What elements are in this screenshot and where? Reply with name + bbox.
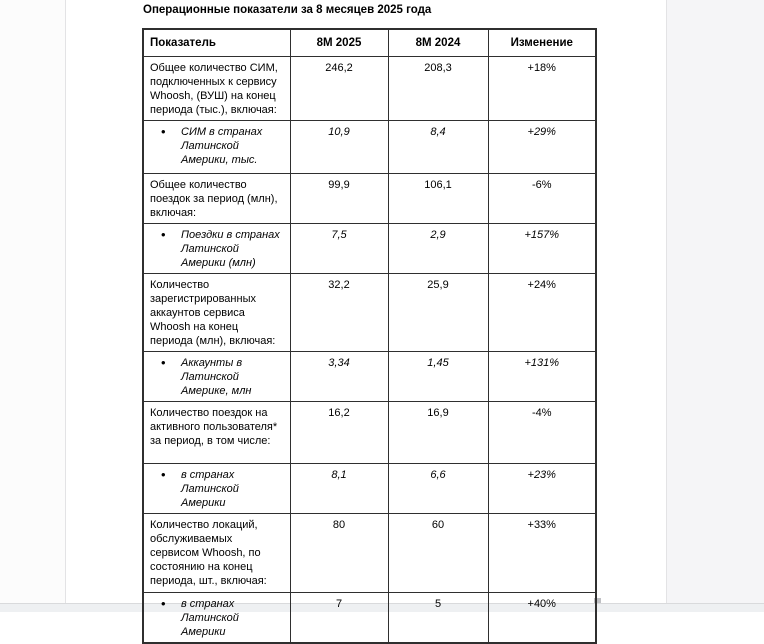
value-8m2024: 16,9 <box>388 401 488 463</box>
document-page <box>142 0 598 644</box>
indicator-label: Количество поездок на активного пользователя* за период, в том числе: <box>143 401 290 463</box>
value-8m2025: 10,9 <box>290 120 388 173</box>
indicator-label: Количество локаций, обслуживаемых сервисом Whoosh, по состоянию на конец периода, шт., включая: <box>143 513 290 592</box>
indicator-label: Аккаунты в Латинской Америке, млн <box>181 356 252 397</box>
col-header-8m2025: 8М 2025 <box>290 29 388 56</box>
col-header-8m2024: 8М 2024 <box>388 29 488 56</box>
indicators-table-body <box>143 56 596 643</box>
value-8m2025: 99,9 <box>290 173 388 223</box>
table-row <box>143 120 596 173</box>
value-8m2024: 60 <box>388 513 488 592</box>
value-change: +40% <box>488 592 596 643</box>
value-8m2024: 5 <box>388 592 488 643</box>
page-title: Операционные показатели за 8 месяцев 2025 года <box>143 4 432 16</box>
value-change: +29% <box>488 120 596 173</box>
bullet-icon: • <box>161 595 166 611</box>
indicator-label-cell <box>143 223 290 273</box>
indicator-label: Количество зарегистрированных аккаунтов сервиса Whoosh на конец периода (млн), включая: <box>143 273 290 351</box>
indicator-label: в странах Латинской Америки <box>181 468 239 509</box>
table-row <box>143 351 596 401</box>
indicator-label: Общее количество СИМ, подключенных к сервису Whoosh, (ВУШ) на конец периода (тыс.), включая: <box>143 56 290 120</box>
indicator-label-cell <box>143 120 290 173</box>
table-row <box>143 463 596 513</box>
table-row <box>143 223 596 273</box>
value-8m2024: 6,6 <box>388 463 488 513</box>
value-8m2024: 25,9 <box>388 273 488 351</box>
bullet-icon: • <box>161 123 166 139</box>
page-left-margin <box>0 0 66 603</box>
indicator-label: в странах Латинской Америки <box>181 597 239 638</box>
bullet-icon: • <box>161 466 166 482</box>
value-8m2025: 32,2 <box>290 273 388 351</box>
table-row <box>143 401 596 463</box>
bullet-icon: • <box>161 226 166 242</box>
value-change: +18% <box>488 56 596 120</box>
value-change: +157% <box>488 223 596 273</box>
value-8m2024: 106,1 <box>388 173 488 223</box>
value-change: -4% <box>488 401 596 463</box>
value-change: +24% <box>488 273 596 351</box>
value-8m2025: 3,34 <box>290 351 388 401</box>
value-change: +23% <box>488 463 596 513</box>
value-8m2024: 208,3 <box>388 56 488 120</box>
value-8m2025: 8,1 <box>290 463 388 513</box>
value-8m2025: 80 <box>290 513 388 592</box>
indicator-label: СИМ в странах Латинской Америки, тыс. <box>181 125 263 166</box>
value-8m2025: 7 <box>290 592 388 643</box>
page-right-margin <box>666 0 764 603</box>
value-8m2025: 7,5 <box>290 223 388 273</box>
table-row <box>143 513 596 592</box>
value-8m2024: 1,45 <box>388 351 488 401</box>
value-8m2024: 8,4 <box>388 120 488 173</box>
value-change: +131% <box>488 351 596 401</box>
indicator-label-cell <box>143 592 290 643</box>
table-row <box>143 273 596 351</box>
table-row <box>143 56 596 120</box>
value-change: +33% <box>488 513 596 592</box>
table-row <box>143 592 596 643</box>
col-header-change: Изменение <box>488 29 596 56</box>
indicators-table <box>142 28 597 644</box>
value-8m2025: 246,2 <box>290 56 388 120</box>
indicator-label-cell <box>143 463 290 513</box>
indicator-label-cell <box>143 351 290 401</box>
value-8m2024: 2,9 <box>388 223 488 273</box>
col-header-indicator: Показатель <box>143 29 290 56</box>
table-row <box>143 173 596 223</box>
value-change: -6% <box>488 173 596 223</box>
header-row <box>143 29 596 56</box>
bullet-icon: • <box>161 354 166 370</box>
indicator-label: Общее количество поездок за период (млн), включая: <box>143 173 290 223</box>
indicator-label: Поездки в странах Латинской Америки (млн) <box>181 228 280 269</box>
value-8m2025: 16,2 <box>290 401 388 463</box>
